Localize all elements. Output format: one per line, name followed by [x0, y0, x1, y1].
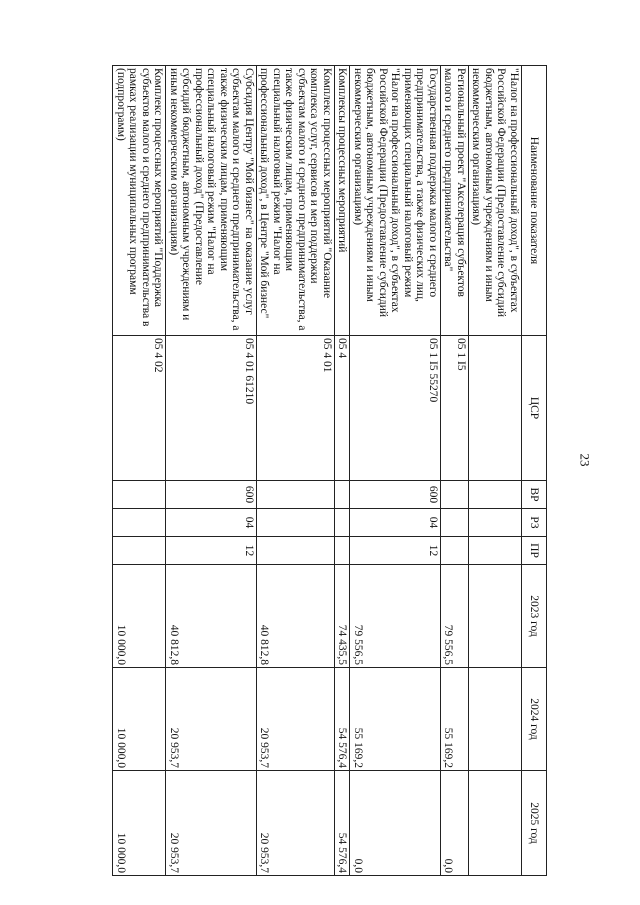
cell-rz	[469, 509, 522, 537]
header-row	[522, 66, 547, 876]
cell-pr	[335, 537, 351, 565]
cell-pr: 12	[166, 537, 257, 565]
cell-vr: 600	[350, 481, 441, 509]
cell-csr: 05 1 I5 55270	[350, 336, 441, 481]
header-2025: 2025 год	[522, 771, 547, 876]
table-row	[441, 66, 469, 876]
cell-pr	[441, 537, 469, 565]
page-number: 23	[577, 453, 593, 467]
cell-vr	[441, 481, 469, 509]
cell-pr: 12	[350, 537, 441, 565]
cell-2025: 10 000,0	[113, 771, 166, 876]
table-row	[257, 66, 335, 876]
cell-2024: 20 953,7	[166, 668, 257, 771]
cell-2025: 54 576,4	[335, 771, 351, 876]
cell-2023: 40 812,8	[257, 565, 335, 668]
rotated-table-container	[57, 65, 547, 875]
header-2023: 2023 год	[522, 565, 547, 668]
header-name: Наименование показателя	[522, 66, 547, 336]
header-rz: РЗ	[522, 509, 547, 537]
cell-csr: 05 4 02	[113, 336, 166, 481]
cell-rz	[113, 509, 166, 537]
cell-2023	[469, 565, 522, 668]
header-vr: ВР	[522, 481, 547, 509]
cell-name: Комплекс процессных мероприятий "Оказание комплекса услуг, сервисов и мер поддержки субъектам малого и среднего предпринимательства, а также физическим лицам, применяющим специальный налоговый режим "Налог на профессиональный доход", в Центре "Мой бизнес"	[257, 66, 335, 336]
cell-rz: 04	[166, 509, 257, 537]
cell-rz	[335, 509, 351, 537]
cell-2024: 55 169,2	[441, 668, 469, 771]
cell-2023: 40 812,8	[166, 565, 257, 668]
cell-rz	[257, 509, 335, 537]
cell-2023: 79 556,5	[350, 565, 441, 668]
table-row	[166, 66, 257, 876]
cell-2025: 0,0	[441, 771, 469, 876]
cell-vr	[257, 481, 335, 509]
cell-name: Субсидия Центру "Мой бизнес" на оказание услуг субъектам малого и среднего предпринимательства, а также физическим лицам, применяющим специальный налоговый режим "Налог на профессиональный доход" (Предоставление субсидий бюджетным, автономным учреждениям и иным некоммерческим организациям)	[166, 66, 257, 336]
cell-2025: 0,0	[350, 771, 441, 876]
cell-name: Комплексы процессных мероприятий	[335, 66, 351, 336]
cell-csr: 05 4 01 61210	[166, 336, 257, 481]
cell-csr: 05 4 01	[257, 336, 335, 481]
cell-vr	[113, 481, 166, 509]
cell-vr	[335, 481, 351, 509]
cell-vr	[469, 481, 522, 509]
cell-2024	[469, 668, 522, 771]
cell-2024: 20 953,7	[257, 668, 335, 771]
cell-2025	[469, 771, 522, 876]
table-row	[113, 66, 166, 876]
cell-2023: 74 435,5	[335, 565, 351, 668]
header-csr: ЦСР	[522, 336, 547, 481]
cell-name: Региональный проект "Акселерация субъектов малого и среднего предпринимательства"	[441, 66, 469, 336]
cell-pr	[469, 537, 522, 565]
table-row	[335, 66, 351, 876]
header-2024: 2024 год	[522, 668, 547, 771]
cell-vr: 600	[166, 481, 257, 509]
budget-table	[113, 65, 548, 876]
cell-2024: 54 576,4	[335, 668, 351, 771]
cell-2023: 10 000,0	[113, 565, 166, 668]
cell-csr	[469, 336, 522, 481]
cell-2025: 20 953,7	[166, 771, 257, 876]
cell-name: Комплекс процессных мероприятий "Поддержка субъектов малого и среднего предпринимательства в рамках реализации муниципальных программ (подпрограмм)	[113, 66, 166, 336]
table-row	[350, 66, 441, 876]
cell-rz	[441, 509, 469, 537]
cell-csr: 05 4	[335, 336, 351, 481]
cell-2023: 79 556,5	[441, 565, 469, 668]
cell-rz: 04	[350, 509, 441, 537]
cell-name: "Налог на профессиональный доход", в субъектах Российской Федерации (Предоставление субсидий бюджетным, автономным учреждениям и иным некоммерческим организациям)	[469, 66, 522, 336]
cell-2024: 10 000,0	[113, 668, 166, 771]
header-pr: ПР	[522, 537, 547, 565]
table-row	[469, 66, 522, 876]
cell-csr: 05 1 I5	[441, 336, 469, 481]
cell-2024: 55 169,2	[350, 668, 441, 771]
cell-2025: 20 953,7	[257, 771, 335, 876]
cell-pr	[257, 537, 335, 565]
cell-pr	[113, 537, 166, 565]
cell-name: Государственная поддержка малого и среднего предпринимательства, а также физических лиц, применяющих специальный налоговый режим "Налог на профессиональный доход", в субъектах Российской Федерации (Предоставление субсидий бюджетным, автономным учреждениям и иным некоммерческим организациям)	[350, 66, 441, 336]
